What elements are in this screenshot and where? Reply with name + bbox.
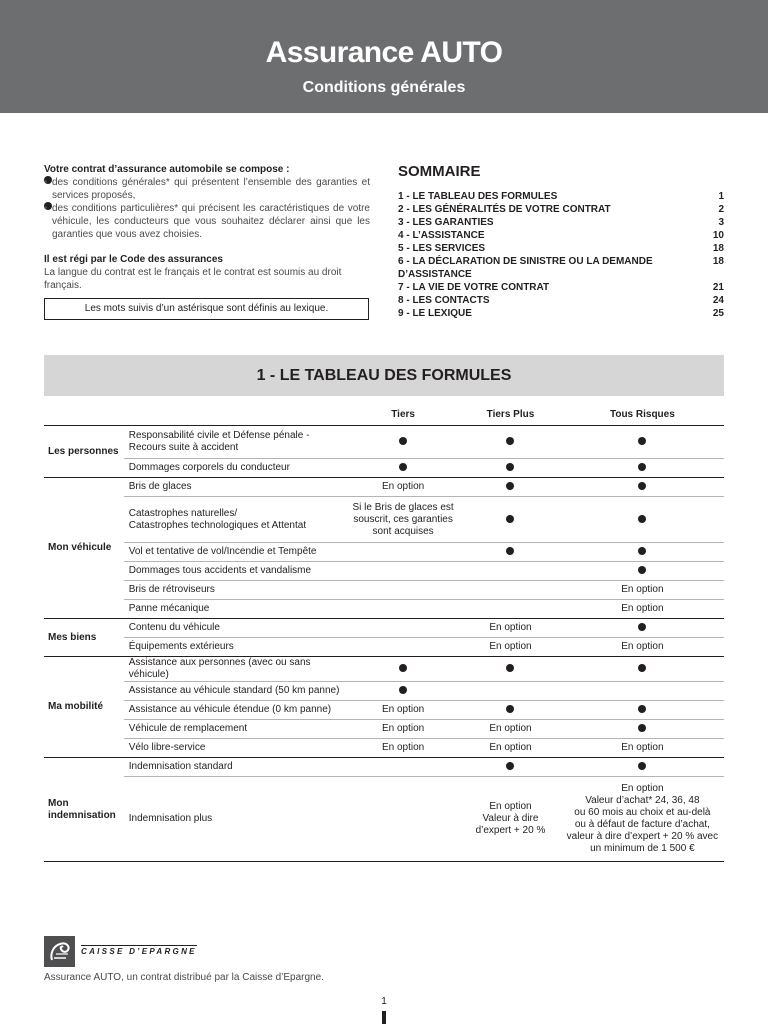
cell-tiers-plus-included: [460, 497, 561, 543]
table-row: [44, 459, 724, 478]
bullet-marker: •: [44, 202, 52, 210]
column-header-tiers-plus: Tiers Plus: [460, 405, 561, 426]
included-dot-icon: [638, 547, 646, 555]
column-header-tous-risques: Tous Risques: [561, 405, 724, 426]
table-header-row: [44, 405, 724, 426]
included-dot-icon: [638, 515, 646, 523]
formulas-table: [44, 405, 724, 862]
toc-item-page: 24: [712, 295, 724, 306]
toc-item: [398, 242, 724, 255]
cell-tous-risques: En option: [561, 581, 724, 600]
toc-item-page: 18: [712, 256, 724, 267]
cell-tiers: [346, 619, 460, 638]
guarantee-label: Assistance aux personnes (avec ou sans véhicule): [124, 657, 346, 682]
table-row: [44, 739, 724, 758]
cell-tiers-plus-included: [460, 701, 561, 720]
included-dot-icon: [638, 705, 646, 713]
cell-tiers-plus-included: [460, 459, 561, 478]
guarantee-label: Vélo libre-service: [124, 739, 346, 758]
cell-tiers: [346, 777, 460, 862]
toc-item-page: 10: [712, 230, 724, 241]
cell-tiers-plus: [460, 682, 561, 701]
included-dot-icon: [399, 686, 407, 694]
page-number: 1: [381, 996, 387, 1007]
toc-title: SOMMAIRE: [398, 163, 481, 180]
cell-tous-risques-included: [561, 657, 724, 682]
cell-tiers-included: [346, 426, 460, 459]
cell-tiers-plus: En option: [460, 720, 561, 739]
guarantee-label: Dommages corporels du conducteur: [124, 459, 346, 478]
table-row: [44, 657, 724, 682]
included-dot-icon: [506, 547, 514, 555]
cell-tiers: En option: [346, 720, 460, 739]
toc-item: [398, 229, 724, 242]
intro-heading: Votre contrat d’assurance automobile se compose :: [44, 164, 290, 175]
guarantee-label: Bris de rétroviseurs: [124, 581, 346, 600]
guarantee-label: Panne mécanique: [124, 600, 346, 619]
cell-tous-risques-included: [561, 543, 724, 562]
cell-tiers: [346, 600, 460, 619]
cell-tiers-plus-included: [460, 478, 561, 497]
table-row: [44, 426, 724, 459]
toc-item-page: 25: [712, 308, 724, 319]
cell-tiers: [346, 638, 460, 657]
cell-tiers: En option: [346, 478, 460, 497]
toc-item: [398, 281, 724, 294]
toc-item-page: 18: [712, 243, 724, 254]
cell-tiers: [346, 562, 460, 581]
bullet-marker: •: [44, 176, 52, 184]
intro-bullet: [44, 176, 370, 202]
included-dot-icon: [399, 664, 407, 672]
toc-item-label: 9 - LE LEXIQUE: [398, 308, 472, 319]
toc-item-page: 2: [718, 204, 724, 215]
toc-item: [398, 255, 724, 281]
included-dot-icon: [638, 664, 646, 672]
included-dot-icon: [638, 482, 646, 490]
table-row: [44, 777, 724, 862]
page-marker-bar: [382, 1011, 386, 1024]
table-row: [44, 638, 724, 657]
cell-tiers-plus: En option Valeur à dire d’expert + 20 %: [460, 777, 561, 862]
intro-bullet-text: des conditions particulières* qui précisent les caractéristiques de votre véhicule, les conducteurs que vous souhaitez déclarer ainsi que les garanties que vous avez choisies.: [52, 203, 370, 240]
cell-tiers: Si le Bris de glaces est souscrit, ces garanties sont acquises: [346, 497, 460, 543]
table-row: [44, 758, 724, 777]
caisse-epargne-logo: [44, 935, 197, 967]
page-header: [0, 0, 768, 113]
toc-item-page: 21: [712, 282, 724, 293]
cell-tous-risques-included: [561, 426, 724, 459]
included-dot-icon: [506, 463, 514, 471]
cell-tiers: En option: [346, 739, 460, 758]
table-row: [44, 701, 724, 720]
cell-tous-risques-included: [561, 701, 724, 720]
toc-item-label: 5 - LES SERVICES: [398, 243, 486, 254]
guarantee-label: Vol et tentative de vol/Incendie et Tempête: [124, 543, 346, 562]
guarantee-label: Assistance au véhicule standard (50 km panne): [124, 682, 346, 701]
toc-item-label: 1 - LE TABLEAU DES FORMULES: [398, 191, 558, 202]
category-label: Ma mobilité: [44, 657, 124, 758]
guarantee-label: Véhicule de remplacement: [124, 720, 346, 739]
cell-tiers: [346, 581, 460, 600]
guarantee-label: Indemnisation plus: [124, 777, 346, 862]
code-text: La langue du contrat est le français et le contrat est soumis au droit français.: [44, 267, 342, 291]
toc-item-label: 4 - L’ASSISTANCE: [398, 230, 485, 241]
guarantee-label: Contenu du véhicule: [124, 619, 346, 638]
cell-tiers-plus-included: [460, 426, 561, 459]
cell-tous-risques-included: [561, 478, 724, 497]
category-label: Mon indemnisation: [44, 758, 124, 862]
header-empty: [44, 405, 124, 426]
table-of-contents: [398, 163, 724, 320]
cell-tiers-included: [346, 459, 460, 478]
brand-name: CAISSE D’EPARGNE: [81, 946, 197, 956]
toc-item-page: 3: [718, 217, 724, 228]
cell-tous-risques: En option: [561, 739, 724, 758]
table-row: [44, 543, 724, 562]
table-row: [44, 562, 724, 581]
cell-tiers-plus: En option: [460, 638, 561, 657]
table-row: [44, 478, 724, 497]
section-title: 1 - LE TABLEAU DES FORMULES: [44, 355, 724, 396]
table-row: [44, 581, 724, 600]
guarantee-label: Bris de glaces: [124, 478, 346, 497]
cell-tiers: [346, 758, 460, 777]
table-row: [44, 600, 724, 619]
table-row: [44, 619, 724, 638]
guarantee-label: Responsabilité civile et Défense pénale - Recours suite à accident: [124, 426, 346, 459]
toc-item: [398, 216, 724, 229]
cell-tous-risques-included: [561, 758, 724, 777]
cell-tiers-plus: En option: [460, 619, 561, 638]
toc-item: [398, 307, 724, 320]
category-label: Mes biens: [44, 619, 124, 657]
toc-item-label: 8 - LES CONTACTS: [398, 295, 490, 306]
cell-tiers-plus: [460, 600, 561, 619]
document-title: Assurance AUTO: [265, 36, 503, 69]
included-dot-icon: [638, 762, 646, 770]
cell-tiers: [346, 543, 460, 562]
cell-tiers-plus-included: [460, 543, 561, 562]
included-dot-icon: [506, 762, 514, 770]
cell-tiers: En option: [346, 701, 460, 720]
included-dot-icon: [638, 437, 646, 445]
cell-tous-risques-included: [561, 720, 724, 739]
cell-tous-risques: [561, 682, 724, 701]
header-empty: [124, 405, 346, 426]
cell-tiers-plus: [460, 581, 561, 600]
included-dot-icon: [506, 664, 514, 672]
cell-tous-risques-included: [561, 497, 724, 543]
cell-tiers-plus: En option: [460, 739, 561, 758]
toc-item-page: 1: [718, 191, 724, 202]
cell-tous-risques-included: [561, 459, 724, 478]
cell-tiers-plus: [460, 562, 561, 581]
cell-tous-risques-included: [561, 619, 724, 638]
intro-bullet: [44, 202, 370, 241]
included-dot-icon: [506, 515, 514, 523]
included-dot-icon: [638, 623, 646, 631]
included-dot-icon: [638, 566, 646, 574]
toc-item-label: 6 - LA DÉCLARATION DE SINISTRE OU LA DEMANDE D’ASSISTANCE: [398, 256, 653, 280]
toc-item-label: 7 - LA VIE DE VOTRE CONTRAT: [398, 282, 550, 293]
code-heading: Il est régi par le Code des assurances: [44, 254, 223, 265]
table-row: [44, 720, 724, 739]
guarantee-label: Indemnisation standard: [124, 758, 346, 777]
table-row: [44, 682, 724, 701]
table-row: [44, 497, 724, 543]
included-dot-icon: [506, 705, 514, 713]
asterisk-note: Les mots suivis d’un astérisque sont définis au lexique.: [44, 298, 369, 320]
category-label: Mon véhicule: [44, 478, 124, 619]
toc-item: [398, 190, 724, 203]
toc-item: [398, 294, 724, 307]
cell-tous-risques: En option: [561, 638, 724, 657]
guarantee-label: Équipements extérieurs: [124, 638, 346, 657]
included-dot-icon: [638, 463, 646, 471]
included-dot-icon: [399, 437, 407, 445]
column-header-tiers: Tiers: [346, 405, 460, 426]
guarantee-label: Catastrophes naturelles/ Catastrophes technologiques et Attentat: [124, 497, 346, 543]
category-label: Les personnes: [44, 426, 124, 478]
included-dot-icon: [506, 437, 514, 445]
toc-item-label: 3 - LES GARANTIES: [398, 217, 494, 228]
footer-text: Assurance AUTO, un contrat distribué par la Caisse d’Epargne.: [44, 972, 324, 983]
cell-tous-risques-included: [561, 562, 724, 581]
cell-tiers-included: [346, 682, 460, 701]
guarantee-label: Assistance au véhicule étendue (0 km panne): [124, 701, 346, 720]
toc-item-label: 2 - LES GÉNÉRALITÉS DE VOTRE CONTRAT: [398, 204, 611, 215]
cell-tous-risques: En option Valeur d’achat* 24, 36, 48 ou 60 mois au choix et au-delà ou à défaut de facture d’achat, valeur à dire d’expert + 20 % avec un minimum de 1 500 €: [561, 777, 724, 862]
document-subtitle: Conditions générales: [302, 79, 466, 96]
toc-item: [398, 203, 724, 216]
cell-tous-risques: En option: [561, 600, 724, 619]
intro-block: [44, 163, 370, 292]
included-dot-icon: [506, 482, 514, 490]
cell-tiers-included: [346, 657, 460, 682]
guarantee-label: Dommages tous accidents et vandalisme: [124, 562, 346, 581]
included-dot-icon: [399, 463, 407, 471]
intro-bullet-text: des conditions générales* qui présentent l’ensemble des garanties et services proposés,: [52, 177, 370, 201]
cell-tiers-plus-included: [460, 758, 561, 777]
squirrel-logo-icon: [44, 936, 75, 967]
included-dot-icon: [638, 724, 646, 732]
cell-tiers-plus-included: [460, 657, 561, 682]
